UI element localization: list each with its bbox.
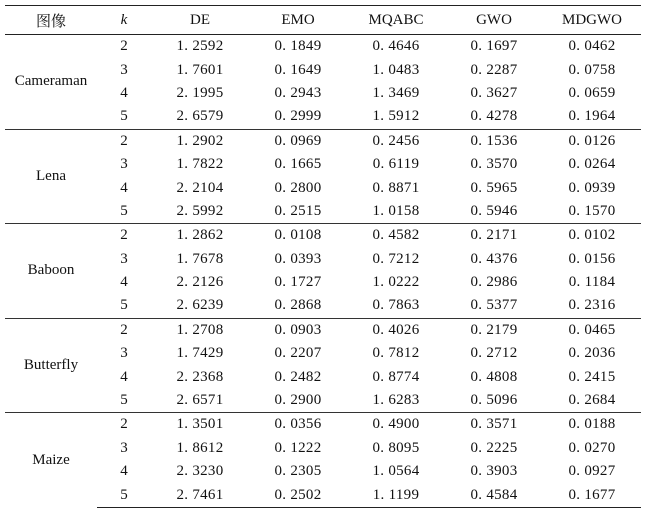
k-cell: 2 xyxy=(97,224,151,248)
emo-cell: 0. 1665 xyxy=(274,156,322,173)
mqabc-cell: 1. 5912 xyxy=(372,108,420,125)
emo-cell: 0. 2482 xyxy=(274,368,322,385)
gwo-cell: 0. 3571 xyxy=(445,413,543,437)
table-row xyxy=(5,413,641,437)
mqabc-cell: 0. 7212 xyxy=(372,250,420,267)
mqabc-cell: 1. 0483 xyxy=(372,61,420,78)
de-cell: 2. 1995 xyxy=(176,84,224,101)
k-cell: 4 xyxy=(120,274,128,291)
results-table xyxy=(5,5,641,508)
k-cell: 4 xyxy=(120,368,128,385)
mdgwo-cell: 0. 2415 xyxy=(568,368,616,385)
mdgwo-cell: 0. 0126 xyxy=(543,129,641,153)
mqabc-cell: 0. 7812 xyxy=(372,345,420,362)
header-row xyxy=(5,6,641,35)
table-row xyxy=(5,389,641,413)
mqabc-cell: 0. 7863 xyxy=(372,297,420,314)
table-row xyxy=(5,460,641,483)
table-header xyxy=(5,6,641,35)
image-group xyxy=(5,35,641,130)
k-cell: 5 xyxy=(120,108,128,125)
gwo-cell: 0. 2225 xyxy=(470,439,518,456)
mqabc-cell: 1. 6283 xyxy=(372,392,420,409)
gwo-cell: 0. 3627 xyxy=(470,84,518,101)
k-cell: 5 xyxy=(120,392,128,409)
k-cell: 4 xyxy=(120,463,128,480)
mdgwo-cell: 0. 0462 xyxy=(568,38,616,55)
mdgwo-cell: 0. 1964 xyxy=(568,108,616,125)
k-cell: 2 xyxy=(120,38,128,55)
mqabc-cell: 0. 4646 xyxy=(372,38,420,55)
de-cell: 2. 6571 xyxy=(176,392,224,409)
mdgwo-cell: 0. 0188 xyxy=(543,413,641,437)
k-cell: 5 xyxy=(97,483,151,507)
mqabc-cell: 0. 2456 xyxy=(347,129,445,153)
emo-cell: 0. 2305 xyxy=(274,463,322,480)
emo-cell: 0. 2800 xyxy=(274,179,322,196)
table-row xyxy=(5,153,641,176)
de-cell: 1. 7678 xyxy=(176,250,224,267)
k-cell: 2 xyxy=(97,318,151,342)
mdgwo-cell: 0. 2036 xyxy=(568,345,616,362)
mdgwo-cell: 0. 0264 xyxy=(568,156,616,173)
gwo-cell: 0. 2171 xyxy=(445,224,543,248)
mqabc-cell: 0. 4026 xyxy=(347,318,445,342)
de-cell: 2. 2126 xyxy=(176,274,224,291)
de-cell: 2. 5992 xyxy=(176,202,224,219)
mqabc-cell: 0. 8871 xyxy=(372,179,420,196)
mdgwo-cell: 0. 0758 xyxy=(568,61,616,78)
mdgwo-cell: 0. 2684 xyxy=(568,392,616,409)
k-cell: 3 xyxy=(120,250,128,267)
emo-cell: 0. 0903 xyxy=(249,318,347,342)
de-cell: 1. 7429 xyxy=(176,345,224,362)
de-cell: 2. 3230 xyxy=(176,463,224,480)
header-de: DE xyxy=(151,6,249,35)
k-cell: 2 xyxy=(97,413,151,437)
mdgwo-cell: 0. 0659 xyxy=(568,84,616,101)
mqabc-cell: 0. 4582 xyxy=(347,224,445,248)
image-group xyxy=(5,224,641,319)
table-row xyxy=(5,437,641,460)
gwo-cell: 0. 2287 xyxy=(470,61,518,78)
emo-cell: 0. 1649 xyxy=(274,61,322,78)
mdgwo-cell: 0. 0927 xyxy=(568,463,616,480)
k-cell: 2 xyxy=(97,129,151,153)
mdgwo-cell: 0. 1184 xyxy=(568,274,616,291)
k-cell: 5 xyxy=(120,202,128,219)
mqabc-cell: 0. 8774 xyxy=(372,368,420,385)
de-cell: 1. 2708 xyxy=(151,318,249,342)
results-table-container xyxy=(5,5,641,508)
mdgwo-cell: 0. 0102 xyxy=(543,224,641,248)
mqabc-cell: 0. 8095 xyxy=(372,439,420,456)
emo-cell: 0. 1222 xyxy=(274,439,322,456)
mqabc-cell: 1. 0564 xyxy=(372,463,420,480)
image-name-cell: Lena xyxy=(5,129,97,224)
mdgwo-cell: 0. 2316 xyxy=(568,297,616,314)
emo-cell: 0. 1849 xyxy=(274,38,322,55)
gwo-cell: 0. 5096 xyxy=(470,392,518,409)
emo-cell: 0. 0356 xyxy=(249,413,347,437)
de-cell: 2. 2104 xyxy=(176,179,224,196)
table-row xyxy=(5,200,641,224)
emo-cell: 0. 0969 xyxy=(249,129,347,153)
emo-cell: 0. 1727 xyxy=(274,274,322,291)
gwo-cell: 0. 1697 xyxy=(470,38,518,55)
de-cell: 1. 2592 xyxy=(176,38,224,55)
table-row xyxy=(5,342,641,365)
table-row xyxy=(5,35,641,59)
de-cell: 1. 3501 xyxy=(151,413,249,437)
table-row xyxy=(5,271,641,294)
emo-cell: 0. 2502 xyxy=(249,483,347,507)
de-cell: 1. 7601 xyxy=(176,61,224,78)
image-name-cell: Butterfly xyxy=(5,318,97,413)
gwo-cell: 0. 5965 xyxy=(470,179,518,196)
emo-cell: 0. 2207 xyxy=(274,345,322,362)
de-cell: 2. 7461 xyxy=(151,483,249,507)
mdgwo-cell: 0. 1570 xyxy=(568,202,616,219)
table-row xyxy=(5,129,641,153)
gwo-cell: 0. 4278 xyxy=(470,108,518,125)
mqabc-cell: 1. 3469 xyxy=(372,84,420,101)
table-row xyxy=(5,318,641,342)
gwo-cell: 0. 5377 xyxy=(470,297,518,314)
mdgwo-cell: 0. 0465 xyxy=(543,318,641,342)
emo-cell: 0. 0393 xyxy=(274,250,322,267)
gwo-cell: 0. 4376 xyxy=(470,250,518,267)
emo-cell: 0. 2515 xyxy=(274,202,322,219)
mqabc-cell: 1. 0222 xyxy=(372,274,420,291)
header-image: 图像 xyxy=(5,6,97,35)
mdgwo-cell: 0. 1677 xyxy=(543,483,641,507)
image-group xyxy=(5,318,641,413)
mqabc-cell: 0. 6119 xyxy=(372,156,420,173)
k-cell: 4 xyxy=(120,84,128,101)
header-mdgwo: MDGWO xyxy=(543,6,641,35)
gwo-cell: 0. 2179 xyxy=(445,318,543,342)
mqabc-cell: 1. 1199 xyxy=(347,483,445,507)
mdgwo-cell: 0. 0270 xyxy=(568,439,616,456)
gwo-cell: 0. 1536 xyxy=(445,129,543,153)
table-row xyxy=(5,294,641,318)
de-cell: 1. 7822 xyxy=(176,156,224,173)
gwo-cell: 0. 2986 xyxy=(470,274,518,291)
table-row xyxy=(5,365,641,388)
k-cell: 3 xyxy=(120,439,128,456)
gwo-cell: 0. 4584 xyxy=(445,483,543,507)
mdgwo-cell: 0. 0156 xyxy=(568,250,616,267)
mdgwo-cell: 0. 0939 xyxy=(568,179,616,196)
k-cell: 3 xyxy=(120,61,128,78)
emo-cell: 0. 2868 xyxy=(274,297,322,314)
gwo-cell: 0. 3903 xyxy=(470,463,518,480)
k-cell: 5 xyxy=(120,297,128,314)
table-row xyxy=(5,483,641,507)
table-row xyxy=(5,176,641,199)
de-cell: 2. 2368 xyxy=(176,368,224,385)
gwo-cell: 0. 2712 xyxy=(470,345,518,362)
emo-cell: 0. 2943 xyxy=(274,84,322,101)
emo-cell: 0. 2900 xyxy=(274,392,322,409)
gwo-cell: 0. 4808 xyxy=(470,368,518,385)
image-group xyxy=(5,413,641,508)
gwo-cell: 0. 5946 xyxy=(470,202,518,219)
header-k: k xyxy=(97,6,151,35)
k-cell: 4 xyxy=(120,179,128,196)
image-group xyxy=(5,129,641,224)
table-row xyxy=(5,105,641,129)
de-cell: 1. 8612 xyxy=(176,439,224,456)
de-cell: 2. 6579 xyxy=(176,108,224,125)
de-cell: 1. 2862 xyxy=(151,224,249,248)
emo-cell: 0. 0108 xyxy=(249,224,347,248)
table-row xyxy=(5,82,641,105)
image-name-cell: Maize xyxy=(5,413,97,508)
table-row xyxy=(5,248,641,271)
header-mqabc: MQABC xyxy=(347,6,445,35)
header-gwo: GWO xyxy=(445,6,543,35)
gwo-cell: 0. 3570 xyxy=(470,156,518,173)
de-cell: 1. 2902 xyxy=(151,129,249,153)
k-cell: 3 xyxy=(120,156,128,173)
table-row xyxy=(5,58,641,81)
image-name-cell: Baboon xyxy=(5,224,97,319)
emo-cell: 0. 2999 xyxy=(274,108,322,125)
table-row xyxy=(5,224,641,248)
k-cell: 3 xyxy=(120,345,128,362)
image-name-cell: Cameraman xyxy=(14,73,88,90)
de-cell: 2. 6239 xyxy=(176,297,224,314)
header-emo: EMO xyxy=(249,6,347,35)
mqabc-cell: 0. 4900 xyxy=(347,413,445,437)
mqabc-cell: 1. 0158 xyxy=(372,202,420,219)
